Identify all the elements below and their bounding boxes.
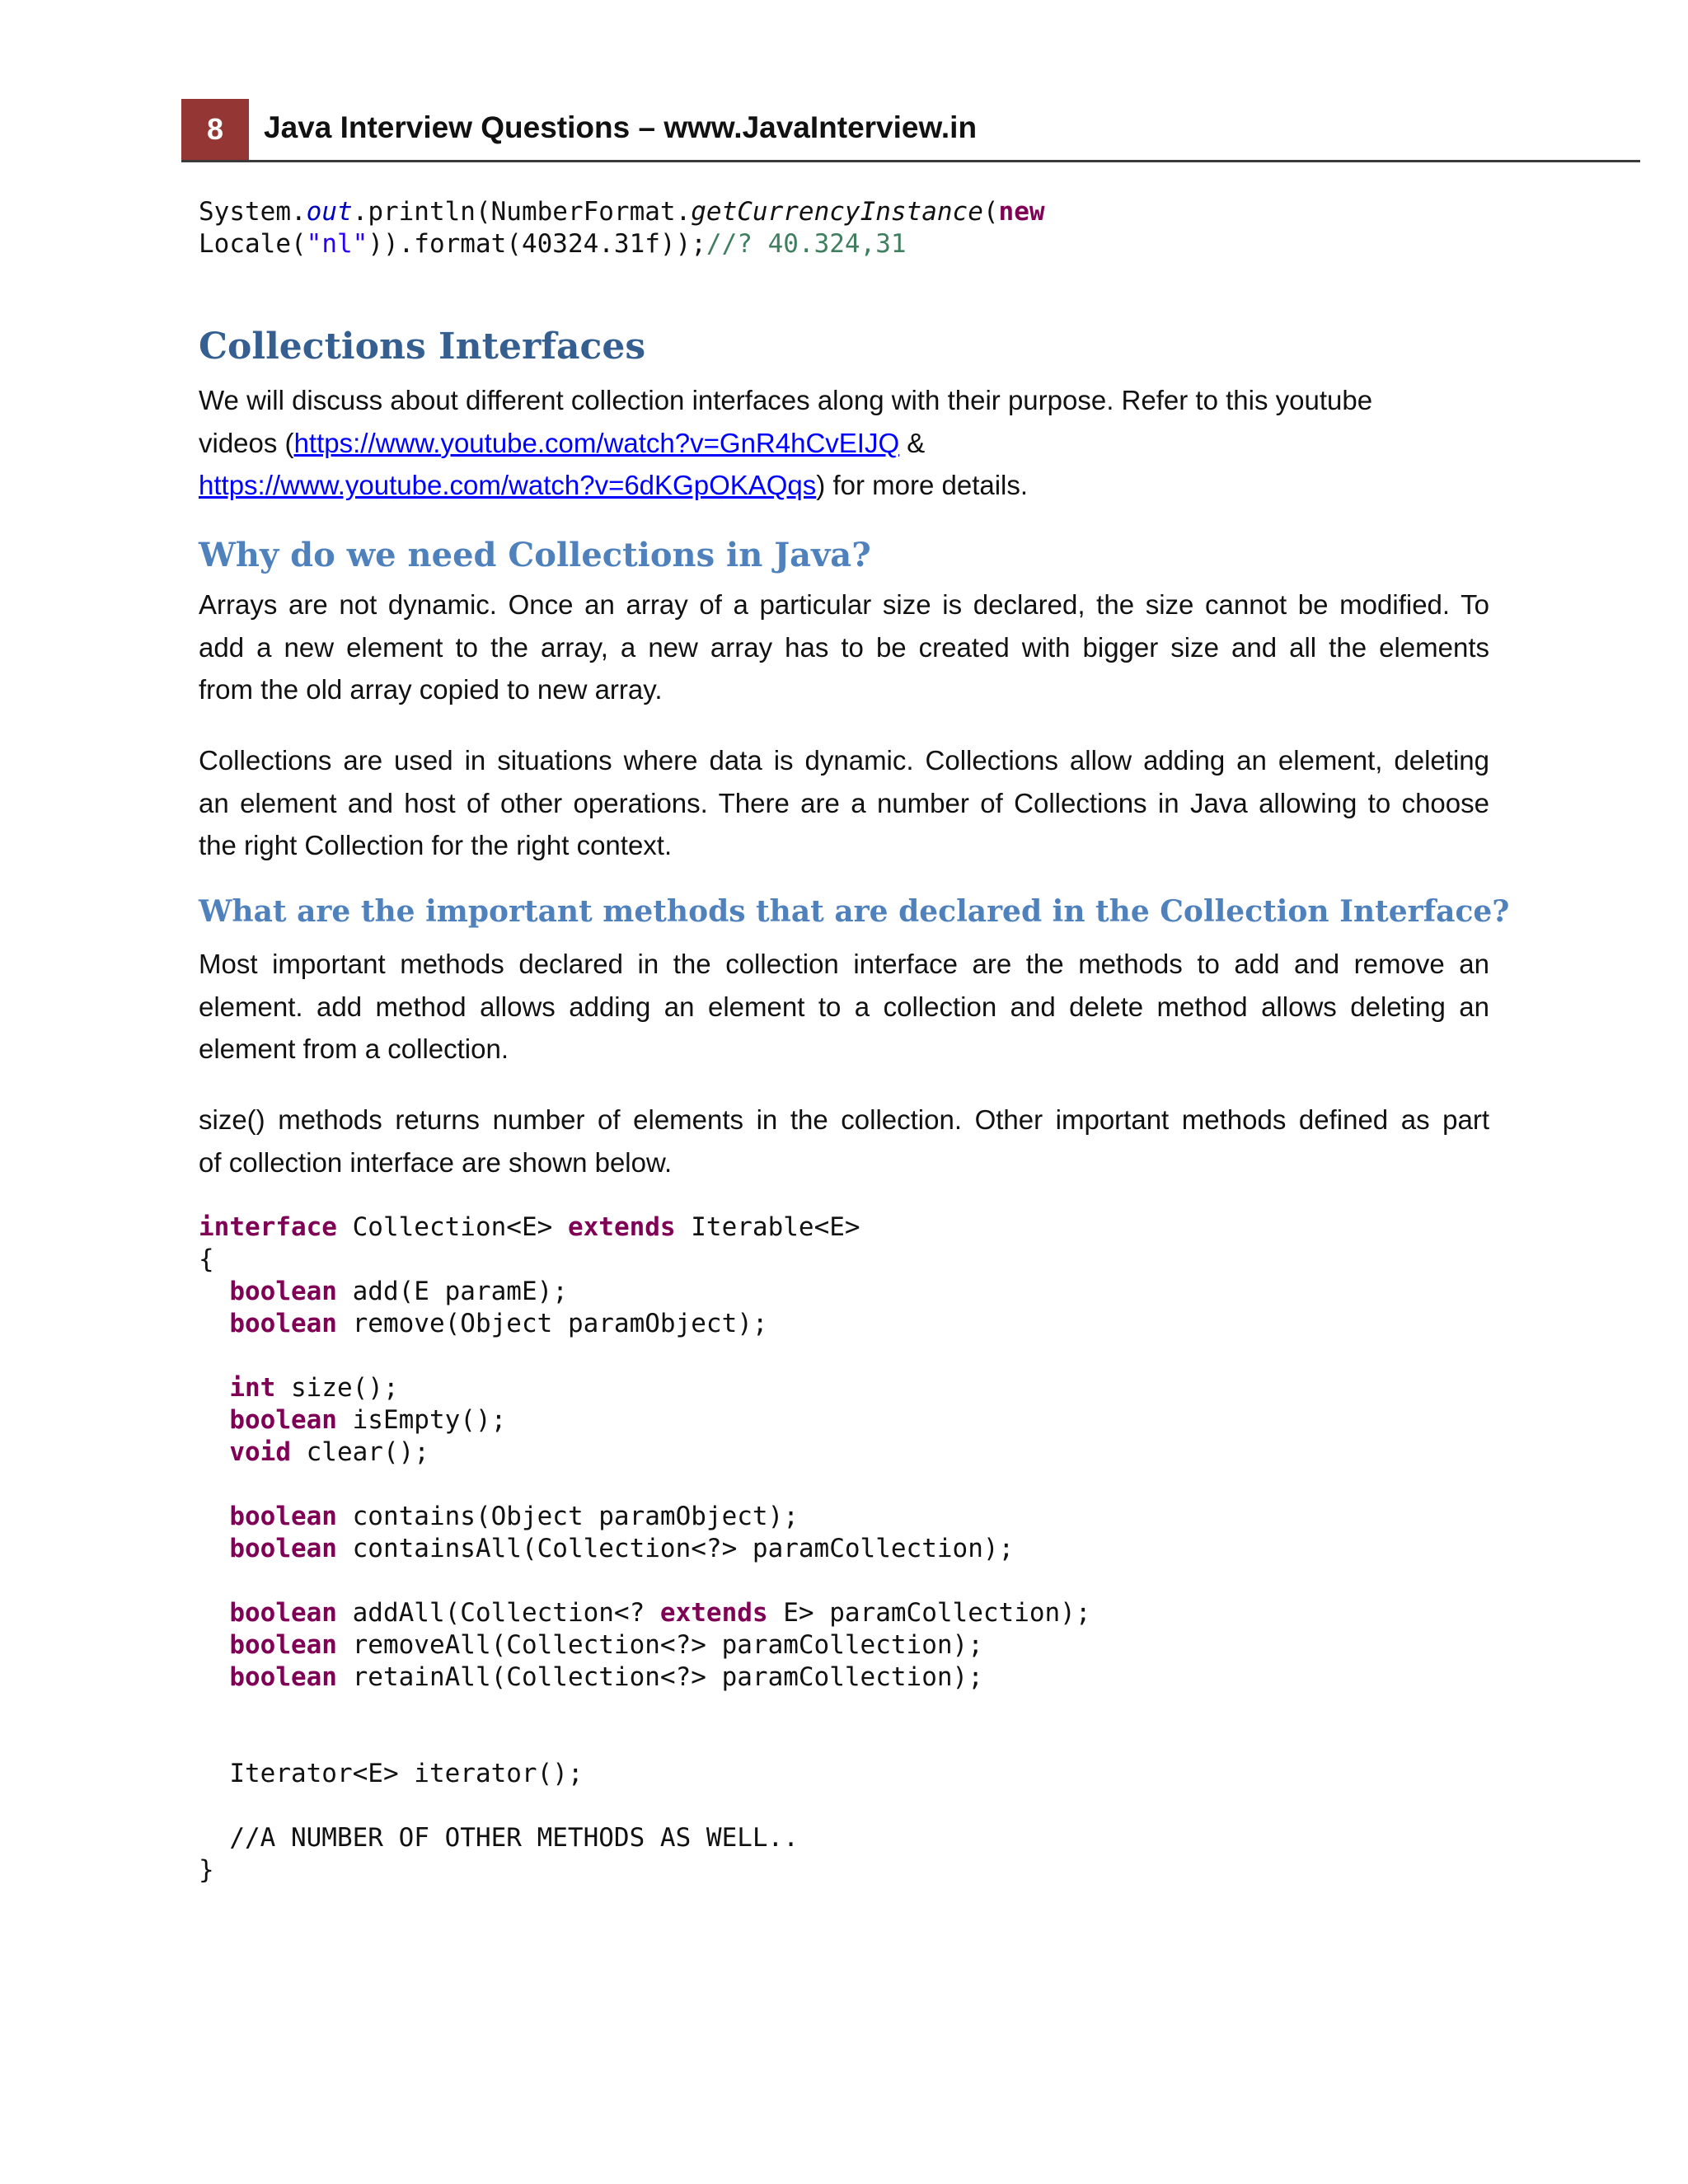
header-title: Java Interview Questions – www.JavaInterview.in — [264, 110, 978, 144]
section-heading-collection-methods: What are the important methods that are declared in the Collection Interface? — [199, 894, 1510, 929]
youtube-link-2[interactable]: https://www.youtube.com/watch?v=6dKGpOKAQqs — [199, 470, 817, 500]
code-contains: boolean contains(Object paramObject); — [229, 1502, 799, 1531]
section-heading-why-collections: Why do we need Collections in Java? — [199, 536, 871, 574]
page-number: 8 — [181, 99, 249, 160]
code-line-2: Locale("nl")).format(40324.31f));//? 40.324,31 — [199, 229, 907, 259]
code-retain-all: boolean retainAll(Collection<?> paramCollection); — [229, 1662, 983, 1692]
code-open-brace: { — [199, 1244, 214, 1274]
code-contains-all: boolean containsAll(Collection<?> paramCollection); — [229, 1534, 1015, 1563]
code-close-brace: } — [199, 1855, 214, 1885]
code-remove-all: boolean removeAll(Collection<?> paramCollection); — [229, 1630, 983, 1660]
section2-paragraph-1: Arrays are not dynamic. Once an array of a particular size is declared, the size cannot be modified. To add a new element to the array, a new array has to be created with bigger size and all the elements from the old array copied to new array. — [199, 589, 1489, 705]
code-iterator: Iterator<E> iterator(); — [229, 1759, 584, 1788]
code-comment: //A NUMBER OF OTHER METHODS AS WELL.. — [229, 1823, 799, 1853]
section1-paragraph: We will discuss about different collection interfaces along with their purpose. Refer to this youtube videos (https://www.youtube.com/watch?v=GnR4hCvEIJQ & https://www.youtube.com/watch?v=6dKGpOKAQqs) for more details. — [199, 385, 1373, 500]
code-is-empty: boolean isEmpty(); — [229, 1405, 507, 1435]
code-interface-decl: interface Collection<E> extends Iterable<E> — [199, 1212, 860, 1242]
section2-paragraph-2: Collections are used in situations where data is dynamic. Collections allow adding an element, deleting an element and host of other operations. There are a number of Collections in Java allowing to choose the right Collection for the right context. — [199, 745, 1489, 860]
section3-paragraph-1: Most important methods declared in the collection interface are the methods to add and remove an element. add method allows adding an element to a collection and delete method allows deleting an element from a collection. — [199, 949, 1489, 1064]
page-header — [181, 99, 1640, 162]
code-clear: void clear(); — [229, 1437, 429, 1467]
code-block-collection-interface — [199, 1212, 1091, 1886]
code-snippet-currency — [199, 196, 1045, 260]
section-heading-collections-interfaces: Collections Interfaces — [199, 326, 646, 368]
code-size: int size(); — [229, 1373, 399, 1403]
youtube-link-1[interactable]: https://www.youtube.com/watch?v=GnR4hCvEIJQ — [293, 427, 900, 458]
code-add-all: boolean addAll(Collection<? extends E> paramCollection); — [229, 1598, 1091, 1628]
code-remove: boolean remove(Object paramObject); — [229, 1309, 768, 1338]
code-add: boolean add(E paramE); — [229, 1277, 568, 1306]
section3-paragraph-2: size() methods returns number of elements in the collection. Other important methods defined as part of collection interface are shown below. — [199, 1104, 1489, 1178]
code-line-1: System.out.println(NumberFormat.getCurrencyInstance(new — [199, 197, 1045, 227]
